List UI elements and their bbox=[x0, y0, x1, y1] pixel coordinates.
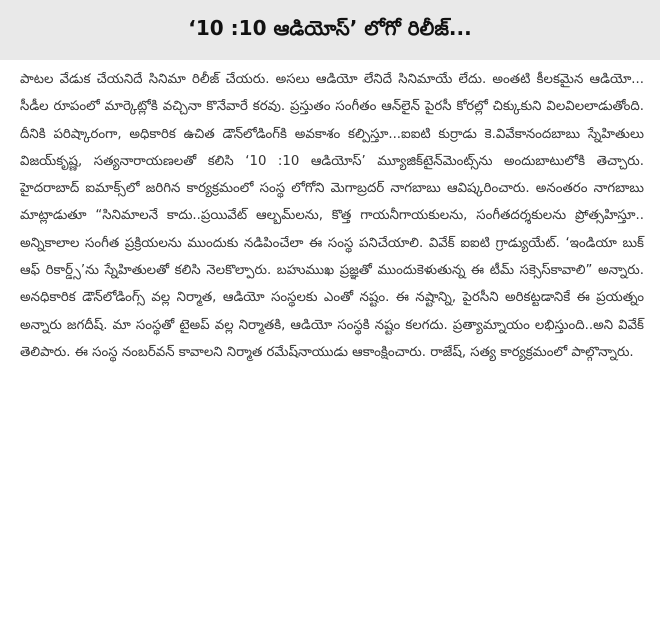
article-paragraph: పాటల వేడుక చేయనిదే సినిమా రిలీజ్ చేయరు. అసలు ఆడియో లేనిదే సినిమాయే లేదు. అంతటి కీలకమైన ఆడియో... సీడీల రూపంలో మార్కెట్లోకి వచ్చినా కొనేవారే కరవు. ప్రస్తుతం సంగీతం ఆన్‌లైన్ పైరసీ కోరల్లో చిక్కుకుని విలవిలలాడుతోంది. దీనికి పరిష్కారంగా, అధికారిక ఉచిత డౌన్‌లోడింగ్‌కి అవకాశం కల్పిస్తూ...ఐఐటి కుర్రాడు కె.వివేకానందబాబు స్నేహితులు విజయ్‌కృష్ణ, సత్యనారాయణలతో కలిసి ‘10 :10 ఆడియోస్’ మ్యూజిక్‌టైన్‌మెంట్స్‌ను అందుబాటులోకి తెచ్చారు. హైదరాబాద్ ఐమాక్స్‌లో జరిగిన కార్యక్రమంలో సంస్థ లోగోని మెగాబ్రదర్ నాగబాబు ఆవిష్కరించారు. అనంతరం నాగబాబు మాట్లాడుతూ “సినిమాలనే కాదు..ప్రయివేట్ ఆల్బమ్‌లను, కొత్త గాయనీగాయకులను, సంగీతదర్శకులను ప్రోత్సహిస్తూ.. అన్నికాలాల సంగీత ప్రక్రియలను ముందుకు నడిపించేలా ఈ సంస్థ పనిచేయాలి. వివేక్ ఐఐటి గ్రాడ్యుయేట్. ‘ఇండియా బుక్ ఆఫ్ రికార్డ్స్’ను స్నేహితులతో కలిసి నెలకొల్పారు. బహుముఖ ప్రజ్ఞతో ముందుకెళుతున్న ఈ టీమ్ సక్సెస్‌కావాలి” అన్నారు. అనధికారిక డౌన్‌లోడింగ్స్ వల్ల నిర్మాత, ఆడియో సంస్థలకు ఎంతో నష్టం. ఈ నష్టాన్ని, పైరసీని అరికట్టడానికే ఈ ప్రయత్నం అన్నారు జగదీష్. మా సంస్థతో టైఅప్ వల్ల నిర్మాతకి, ఆడియో సంస్థకి నష్టం కలగదు. ప్రత్యామ్నాయం లభిస్తుంది..అని వివేక్ తెలిపారు. ఈ సంస్థ నంబర్‌వన్ కావాలని నిర్మాత రమేష్‌నాయుడు ఆకాంక్షించారు. రాజేష్, సత్య కార్యక్రమంలో పాల్గొన్నారు. bbox=[20, 72, 644, 360]
title-band bbox=[0, 0, 660, 60]
article-title: ‘10 :10 ఆడియోస్’ లోగో రిలీజ్... bbox=[188, 15, 472, 40]
article-body bbox=[20, 66, 644, 366]
